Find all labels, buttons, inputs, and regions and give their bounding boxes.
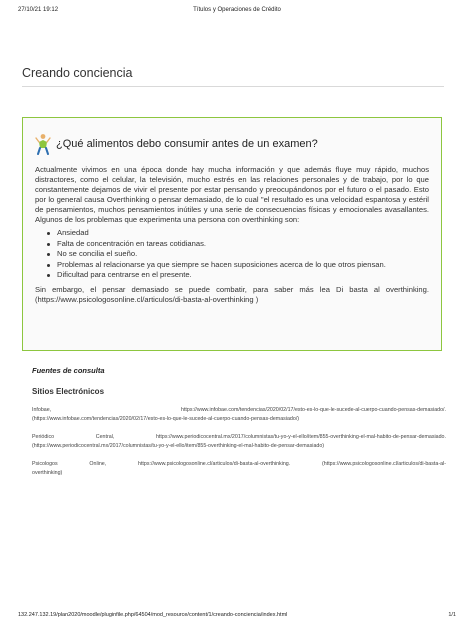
list-item: Ansiedad (47, 228, 429, 239)
list-item: No se concilia el sueño. (47, 249, 429, 260)
callout-box (22, 117, 442, 351)
reference-source: Infobae, (32, 407, 52, 413)
print-url: 132.247.132.19/plan2020/moodle/pluginfile.php/64504/mod_resource/content/1/creando-conciencia/index.html (18, 612, 288, 618)
list-item: Problemas al relacionarse ya que siempre se hacen suposiciones acerca de lo que otros piensan. (47, 260, 429, 271)
callout-paragraph-closing: Sin embargo, el pensar demasiado se puede combatir, para saber más lea Di basta al overthinking. (https://www.psicologosonline.cl/articulos/di-basta-al-overthinking ) (35, 284, 429, 304)
page-number: 1/1 (448, 612, 456, 618)
page-title: Creando conciencia (22, 66, 133, 80)
reference-source: Psicologos (32, 461, 58, 468)
print-footer (18, 612, 456, 618)
reference-link[interactable]: (https://www.periodicocentral.mx/2017/columnistas/tu-yo-y-el-ello/item/855-overthinking-el-mal-habito-de-pensar-demasiado) (32, 442, 325, 449)
callout-paragraph-intro: Actualmente vivimos en una época donde hay mucha información y que además fluye muy rápido, muchos distractores, como el celular, la televisión, mucho estrés en las relaciones personales y de trabajo, por lo que constantemente dejamos de vivir el presente por estar pensando y preocupándonos por el futuro o el pasado. Esto por lo general causa Overthinking o pensar demasiado, de lo cual "el resultado es una velocidad espantosa y estéril de pensamientos, muchos pensamientos inútiles y una serie de consecuencias físicas y emocionales avasallantes. Algunos de los problemas que experimenta una persona con overthinking son: (35, 165, 429, 224)
print-datetime: 27/10/21 19:12 (18, 7, 59, 13)
title-divider (22, 86, 444, 87)
references-section (32, 366, 446, 478)
reference-link[interactable]: (https://www.infobae.com/tendencias/2020/02/17/esto-es-lo-que-le-sucede-al-cuerpo-cuando-pensas-demasiado/) (32, 415, 300, 422)
reference-link[interactable]: https://www.infobae.com/tendencias/2020/02/17/esto-es-lo-que-le-sucede-al-cuerpo-cuando-pensas-demasiado/. (181, 407, 446, 413)
reference-item (32, 433, 446, 450)
print-title: Títulos y Operaciones de Crédito (193, 7, 281, 13)
reference-source: Periódico (32, 434, 55, 441)
reference-link[interactable]: https://www.psicologosonline.cl/articulos/di-basta-al-overthinking. (138, 461, 291, 468)
reference-source: Central, (95, 434, 115, 441)
references-subtitle: Sitios Electrónicos (32, 387, 105, 396)
print-header (18, 7, 456, 13)
references-title: Fuentes de consulta (32, 366, 105, 375)
callout-header (35, 133, 429, 155)
list-item: Falta de concentración en tareas cotidianas. (47, 239, 429, 250)
list-item: Dificultad para centrarse en el presente. (47, 270, 429, 281)
reference-link[interactable]: (https://www.psicologosonline.cl/articulos/di-basta-al- (322, 461, 446, 468)
reference-item (32, 406, 446, 423)
reference-source: Online, (89, 461, 107, 468)
reference-link[interactable]: https://www.periodicocentral.mx/2017/columnistas/tu-yo-y-el-ello/item/855-overthinking-el-mal-habito-de-pensar-demasiado. (155, 434, 446, 441)
meditating-person-icon (35, 133, 51, 155)
reference-item (32, 460, 446, 477)
symptoms-list (35, 228, 429, 281)
callout-title: ¿Qué alimentos debo consumir antes de un examen? (56, 138, 318, 150)
reference-link[interactable]: overthinking) (32, 469, 63, 476)
